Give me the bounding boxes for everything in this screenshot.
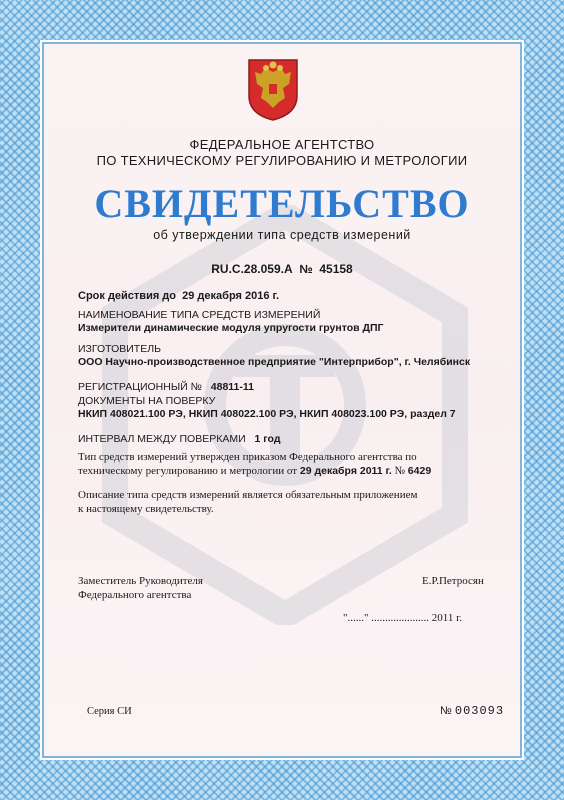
certificate-number: [44, 262, 520, 276]
paragraph2-line1: Описание типа средств измерений является обязательным приложением: [78, 489, 418, 501]
paragraph2-line2: к настоящему свидетельству.: [78, 503, 214, 515]
serial-number-row: [440, 704, 504, 718]
paragraph1-line1: Тип средств измерений утвержден приказом Федерального агентства по: [78, 451, 417, 463]
signatory-position-line1: Заместитель Руководителя: [78, 575, 203, 587]
interval-label: ИНТЕРВАЛ МЕЖДУ ПОВЕРКАМИ: [78, 433, 246, 445]
interval-value: 1 год: [254, 433, 281, 445]
certificate-number-value: 45158: [319, 262, 353, 276]
series-label: Серия СИ: [87, 706, 132, 717]
registration-value: 48811-11: [210, 381, 254, 393]
signature-date-line: "......" ..................... 2011 г.: [343, 612, 463, 624]
validity-value: 29 декабря 2016 г.: [182, 290, 280, 302]
number-sign: №: [299, 262, 313, 276]
validity-row: [78, 290, 279, 302]
agency-line-1: ФЕДЕРАЛЬНОЕ АГЕНТСТВО: [189, 137, 375, 152]
certificate-title: СВИДЕТЕЛЬСТВО: [94, 181, 470, 226]
paragraph1-line2: [78, 464, 431, 478]
registration-label: РЕГИСТРАЦИОННЫЙ №: [78, 381, 202, 393]
manufacturer-value: ООО Научно-производственное предприятие "Интерприбор", г. Челябинск: [78, 356, 471, 368]
manufacturer-label: ИЗГОТОВИТЕЛЬ: [78, 343, 162, 355]
order-date: 29 декабря 2011 г.: [299, 465, 392, 477]
serial-number: 003093: [454, 704, 505, 718]
agency-line-2: ПО ТЕХНИЧЕСКОМУ РЕГУЛИРОВАНИЮ И МЕТРОЛОГИИ: [96, 153, 468, 168]
verification-docs-value: НКИП 408021.100 РЭ, НКИП 408022.100 РЭ, НКИП 408023.100 РЭ, раздел 7: [78, 408, 456, 420]
verification-docs-label: ДОКУМЕНТЫ НА ПОВЕРКУ: [78, 395, 216, 407]
validity-label: Срок действия до: [78, 290, 177, 302]
type-name-label: НАИМЕНОВАНИЕ ТИПА СРЕДСТВ ИЗМЕРЕНИЙ: [78, 309, 321, 321]
order-number-sign: №: [394, 465, 406, 477]
certificate-subtitle: об утверждении типа средств измерений: [153, 228, 411, 242]
order-number: 6429: [407, 465, 432, 477]
signatory-position-line2: Федерального агентства: [78, 589, 192, 601]
interval-row: [78, 429, 280, 447]
certificate-code: RU.C.28.059.A: [211, 262, 293, 276]
registration-row: [78, 377, 254, 395]
type-name-value: Измерители динамические модуля упругости грунтов ДПГ: [78, 322, 384, 334]
russian-coat-of-arms-icon: [247, 58, 299, 122]
serial-number-sign: №: [440, 705, 452, 717]
signatory-name: Е.Р.Петросян: [422, 575, 484, 587]
paragraph1-prefix: техническому регулированию и метрологии от: [78, 465, 298, 477]
